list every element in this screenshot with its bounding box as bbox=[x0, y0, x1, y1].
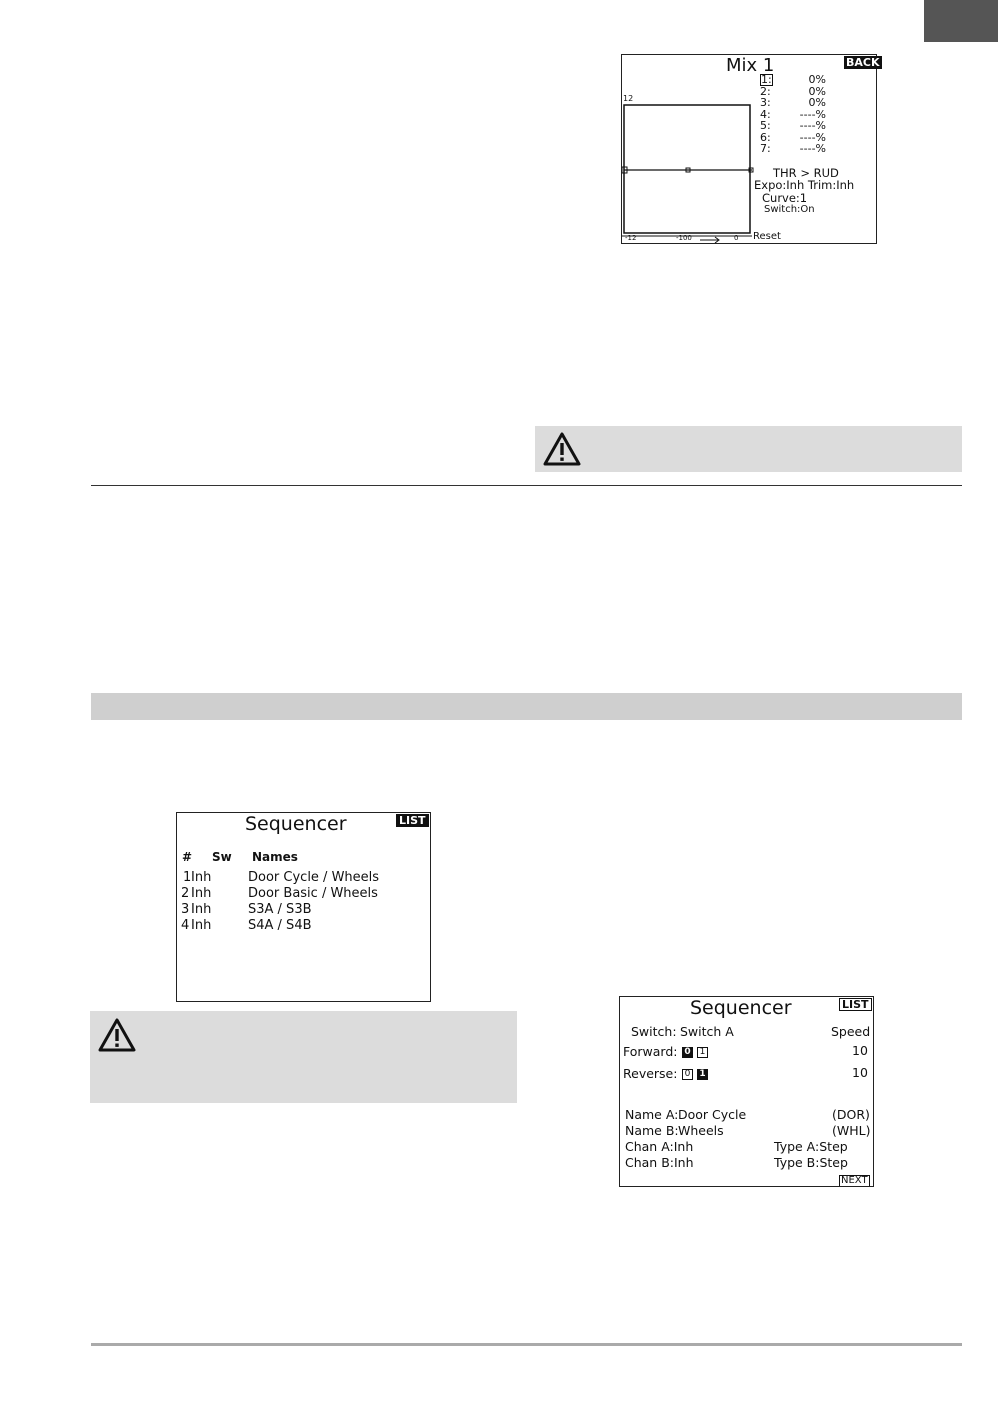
sequencer-detail-screen bbox=[619, 996, 874, 1187]
curve-setting[interactable]: Curve:1 bbox=[762, 191, 808, 205]
speed-label: Speed bbox=[831, 1024, 871, 1039]
warning-icon bbox=[542, 431, 582, 467]
table-row[interactable] bbox=[177, 903, 430, 919]
name-a-short: (DOR) bbox=[832, 1107, 870, 1122]
footer-rule bbox=[91, 1343, 962, 1346]
rate-value: ----% bbox=[799, 107, 826, 121]
reverse-speed[interactable]: 10 bbox=[852, 1065, 868, 1080]
rate-number: 7: bbox=[760, 142, 771, 155]
row-name: S3A / S3B bbox=[248, 902, 312, 917]
row-number: 1 bbox=[183, 870, 192, 885]
warning-box bbox=[535, 426, 962, 472]
mix-curve-graph bbox=[622, 55, 876, 243]
forward-steps[interactable] bbox=[682, 1047, 708, 1058]
rate-value: 0% bbox=[808, 96, 826, 109]
col-header-num: # bbox=[182, 850, 193, 864]
forward-step-1[interactable]: 1 bbox=[697, 1047, 708, 1058]
rate-number: 1: bbox=[761, 73, 772, 86]
chan-a-setting[interactable]: Chan A:Inh bbox=[625, 1139, 694, 1154]
mix-channel-label[interactable]: THR > RUD bbox=[773, 166, 839, 180]
mix-screen bbox=[621, 54, 880, 244]
switch-setting[interactable]: Switch:On bbox=[764, 204, 815, 215]
reset-button[interactable]: Reset bbox=[753, 231, 781, 242]
type-b-setting[interactable]: Type B:Step bbox=[774, 1155, 848, 1170]
chan-b-setting[interactable]: Chan B:Inh bbox=[625, 1155, 694, 1170]
forward-step-0[interactable]: 0 bbox=[682, 1047, 693, 1058]
rate-row[interactable] bbox=[760, 120, 826, 132]
rate-value: 0% bbox=[808, 84, 826, 98]
sequencer-list-screen bbox=[176, 812, 431, 1002]
table-row[interactable] bbox=[177, 871, 430, 887]
rate-row[interactable] bbox=[760, 143, 826, 155]
row-switch: Inh bbox=[191, 886, 212, 901]
switch-value[interactable]: Switch A bbox=[680, 1024, 734, 1039]
row-switch: Inh bbox=[191, 870, 212, 885]
table-row[interactable] bbox=[177, 887, 430, 903]
rate-number: 4: bbox=[760, 107, 771, 121]
row-switch: Inh bbox=[191, 918, 212, 933]
expo-trim-setting[interactable]: Expo:Inh Trim:Inh bbox=[754, 178, 855, 192]
forward-label: Forward: bbox=[623, 1044, 678, 1059]
row-number: 4 bbox=[181, 918, 190, 933]
sequencer-title: Sequencer bbox=[245, 813, 347, 835]
type-a-setting[interactable]: Type A:Step bbox=[774, 1139, 848, 1154]
name-b-short: (WHL) bbox=[832, 1123, 871, 1138]
name-a-value[interactable]: Door Cycle bbox=[678, 1107, 747, 1122]
reverse-label: Reverse: bbox=[623, 1066, 678, 1081]
name-b-value[interactable]: Wheels bbox=[678, 1123, 724, 1138]
row-number: 3 bbox=[181, 902, 190, 917]
row-name: Door Cycle / Wheels bbox=[248, 870, 380, 885]
mix-title: Mix 1 bbox=[726, 55, 775, 76]
section-band bbox=[91, 693, 962, 720]
rate-value: 0% bbox=[808, 73, 826, 86]
graph-top-label: 12 bbox=[623, 94, 634, 103]
rate-row[interactable] bbox=[760, 74, 826, 86]
reverse-step-1[interactable]: 1 bbox=[697, 1069, 708, 1080]
switch-label: Switch: bbox=[631, 1024, 677, 1039]
col-header-names: Names bbox=[252, 850, 298, 864]
rate-value: ----% bbox=[799, 142, 826, 155]
warning-box bbox=[90, 1011, 517, 1103]
table-row[interactable] bbox=[177, 919, 430, 935]
mix-rates-list bbox=[760, 74, 826, 155]
axis-zero-label: 0 bbox=[734, 234, 739, 242]
name-b-label: Name B: bbox=[625, 1123, 679, 1138]
rate-row[interactable] bbox=[760, 97, 826, 109]
page-corner-tab bbox=[924, 0, 998, 42]
next-button[interactable]: NEXT bbox=[841, 1175, 868, 1186]
rate-value: ----% bbox=[799, 130, 826, 144]
col-header-sw: Sw bbox=[212, 850, 232, 864]
rate-number: 5: bbox=[760, 119, 771, 132]
axis-mid-label: -100 bbox=[676, 234, 692, 242]
list-button[interactable]: LIST bbox=[396, 814, 429, 827]
row-name: S4A / S4B bbox=[248, 918, 312, 933]
row-number: 2 bbox=[181, 886, 190, 901]
name-a-label: Name A: bbox=[625, 1107, 679, 1122]
reverse-step-0[interactable]: 0 bbox=[682, 1069, 693, 1080]
reverse-steps[interactable] bbox=[682, 1069, 708, 1080]
rate-value: ----% bbox=[799, 119, 826, 132]
row-name: Door Basic / Wheels bbox=[248, 886, 378, 901]
list-button[interactable]: LIST bbox=[839, 998, 872, 1011]
rate-number: 3: bbox=[760, 96, 771, 109]
rate-number: 6: bbox=[760, 130, 771, 144]
section-divider bbox=[91, 485, 962, 486]
forward-speed[interactable]: 10 bbox=[852, 1043, 868, 1058]
axis-min-label: -12 bbox=[625, 234, 637, 242]
warning-icon bbox=[97, 1017, 137, 1053]
back-button[interactable]: BACK bbox=[846, 56, 880, 69]
rate-number: 2: bbox=[760, 84, 771, 98]
row-switch: Inh bbox=[191, 902, 212, 917]
sequencer-title: Sequencer bbox=[690, 997, 792, 1019]
